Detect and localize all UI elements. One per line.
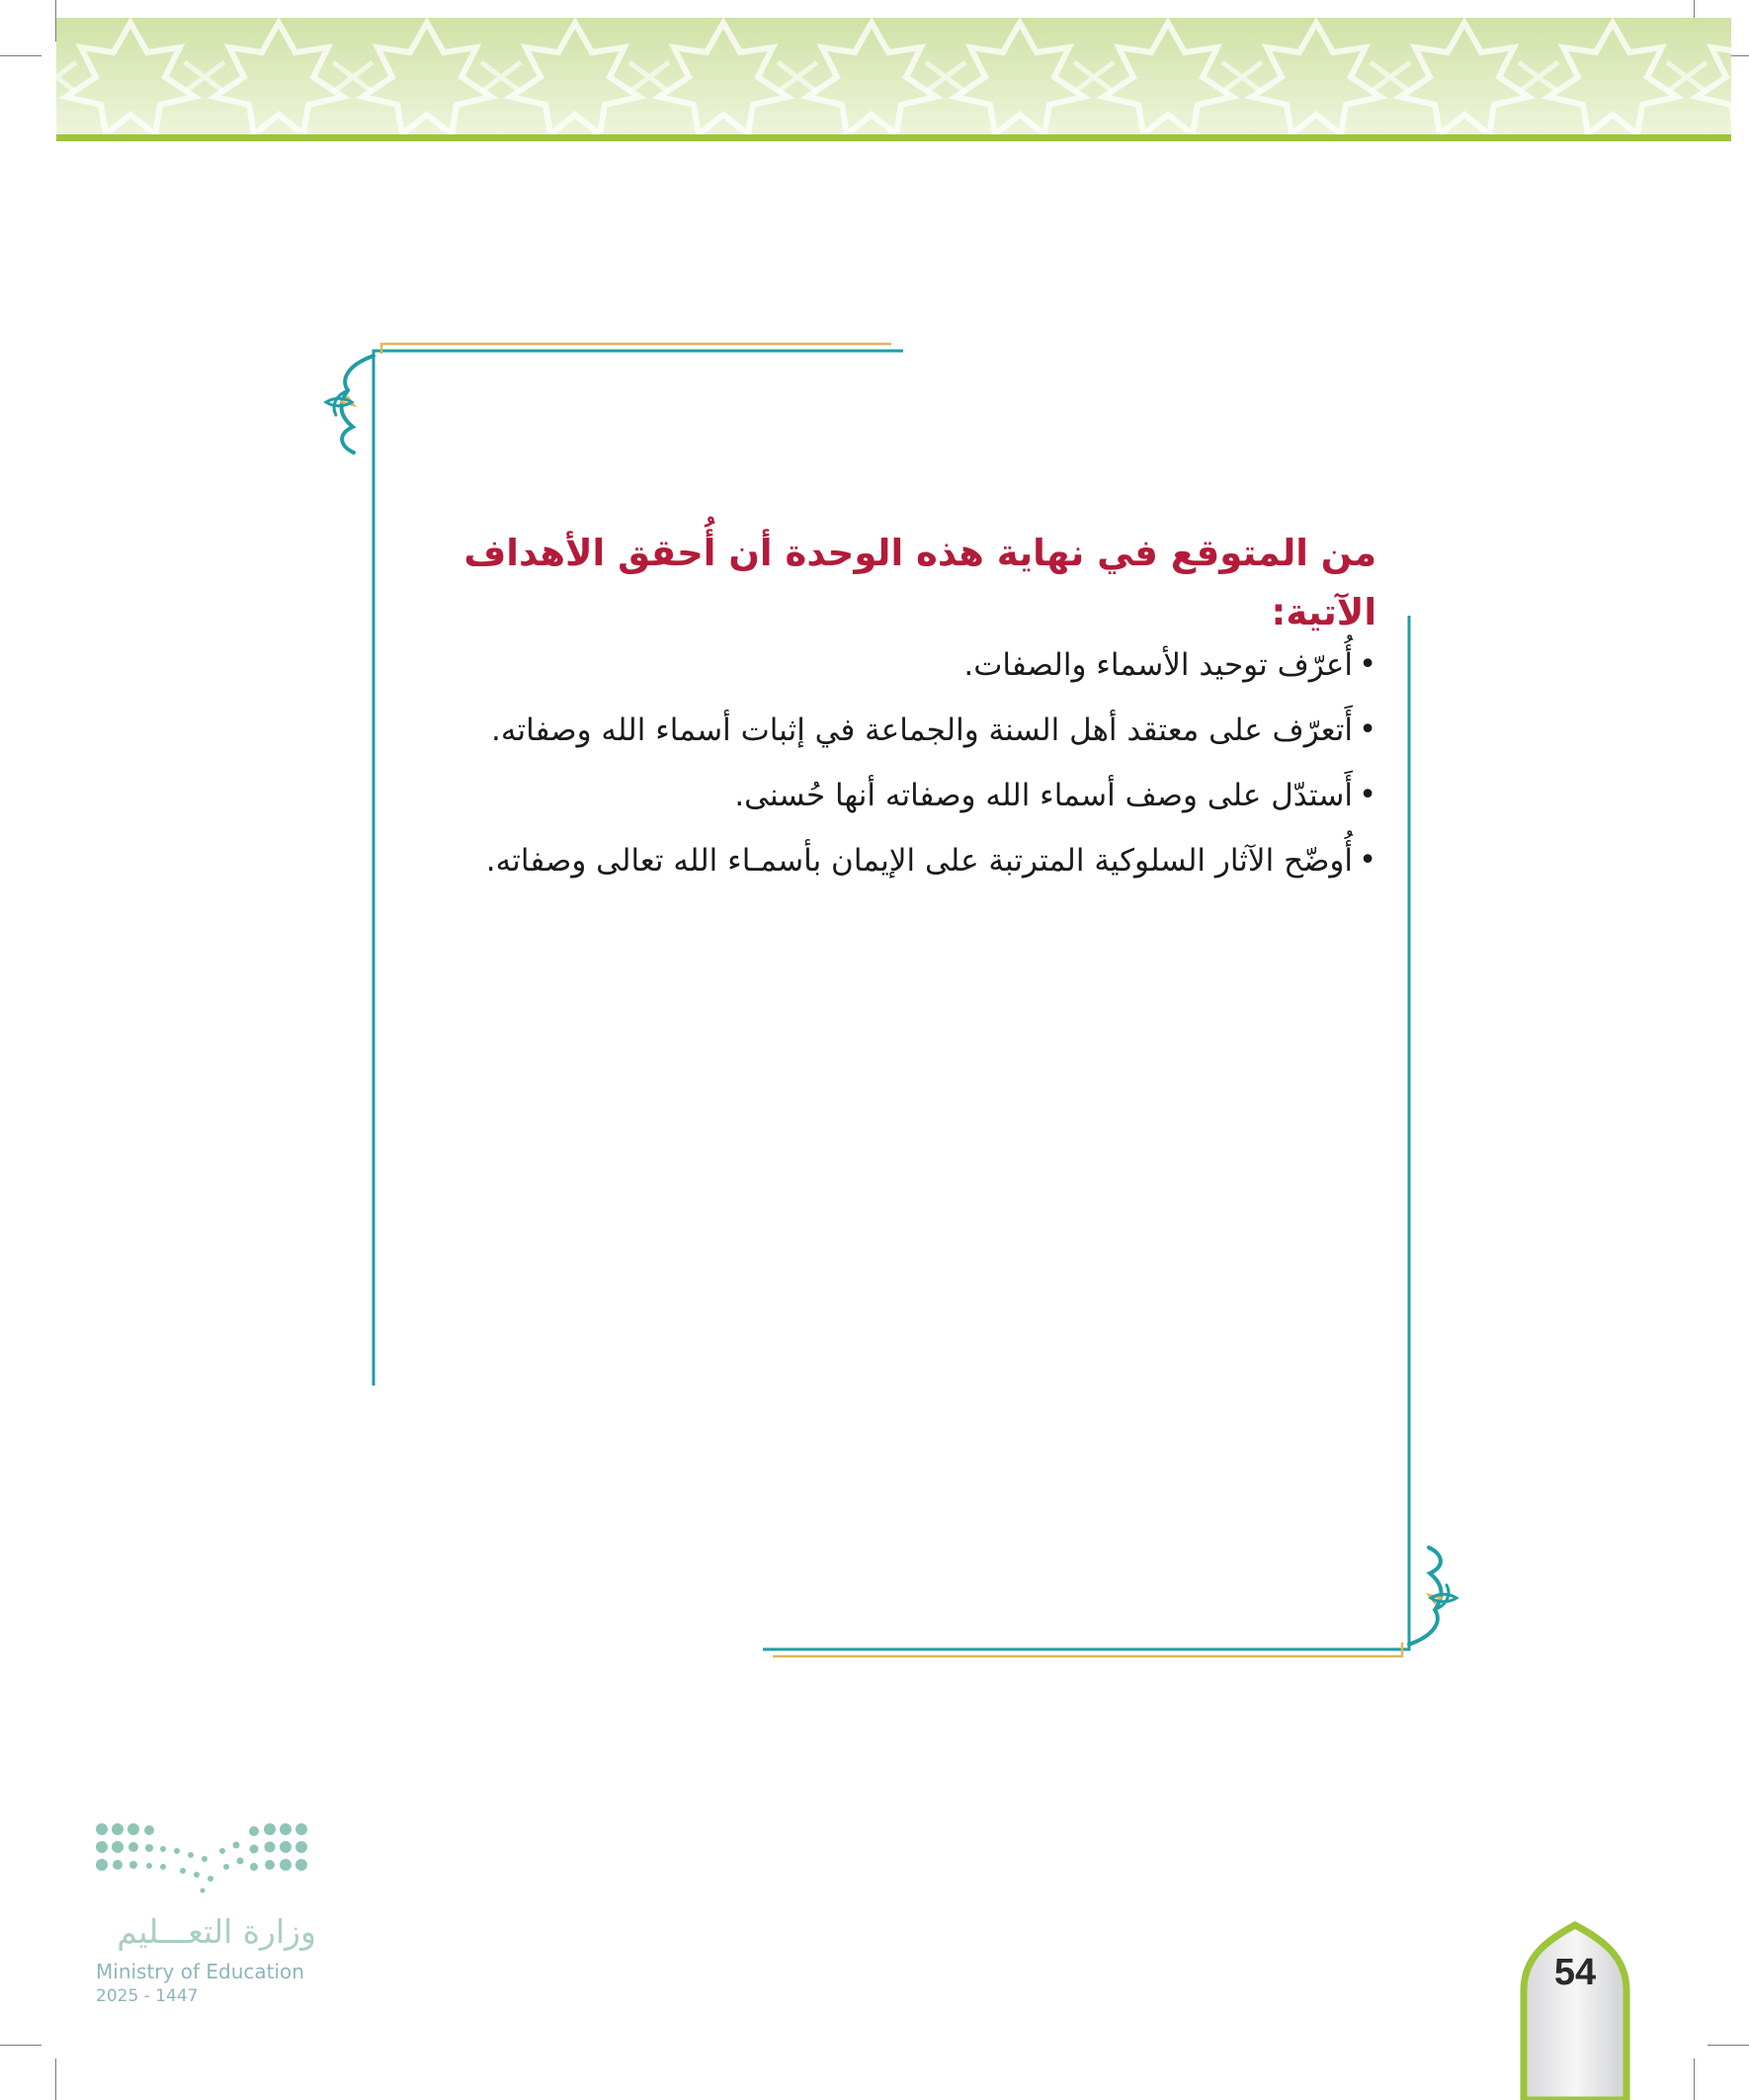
ministry-name-ar: وزارة التعـــليم: [117, 1912, 316, 1951]
bullet: •: [1359, 647, 1376, 682]
frame-ornament-top: [326, 356, 374, 453]
objective-text: أَستدّل على وصف أسماء الله وصفاته أنها حُسنى.: [734, 778, 1353, 813]
frame-ornament-bottom: [1409, 1548, 1457, 1644]
objective-text: أُعرّف توحيد الأسماء والصفات.: [963, 647, 1353, 683]
page-number-tab: [1520, 1921, 1630, 2100]
list-item: [388, 763, 1376, 828]
ministry-name-en: Ministry of Education: [96, 1960, 304, 1983]
bullet: •: [1359, 713, 1376, 747]
page-number: 54: [1553, 1952, 1597, 1993]
objective-text: أَتعرّف على معتقد أهل السنة والجماعة في إثبات أسماء الله وصفاته.: [491, 713, 1353, 748]
list-item: [388, 828, 1376, 893]
list-item: [388, 632, 1376, 698]
bullet: •: [1359, 778, 1376, 812]
objectives-list: [388, 632, 1376, 893]
ministry-year: 2025 - 1447: [96, 1986, 199, 2006]
bullet: •: [1359, 843, 1376, 878]
objective-text: أُوضّح الآثار السلوكية المترتبة على الإيمان بأسمـاء الله تعالى وصفاته.: [485, 843, 1353, 879]
objectives-title: من المتوقع في نهاية هذه الوحدة أن أُحقق الأهداف الآتية:: [463, 532, 1376, 633]
list-item: [388, 698, 1376, 763]
